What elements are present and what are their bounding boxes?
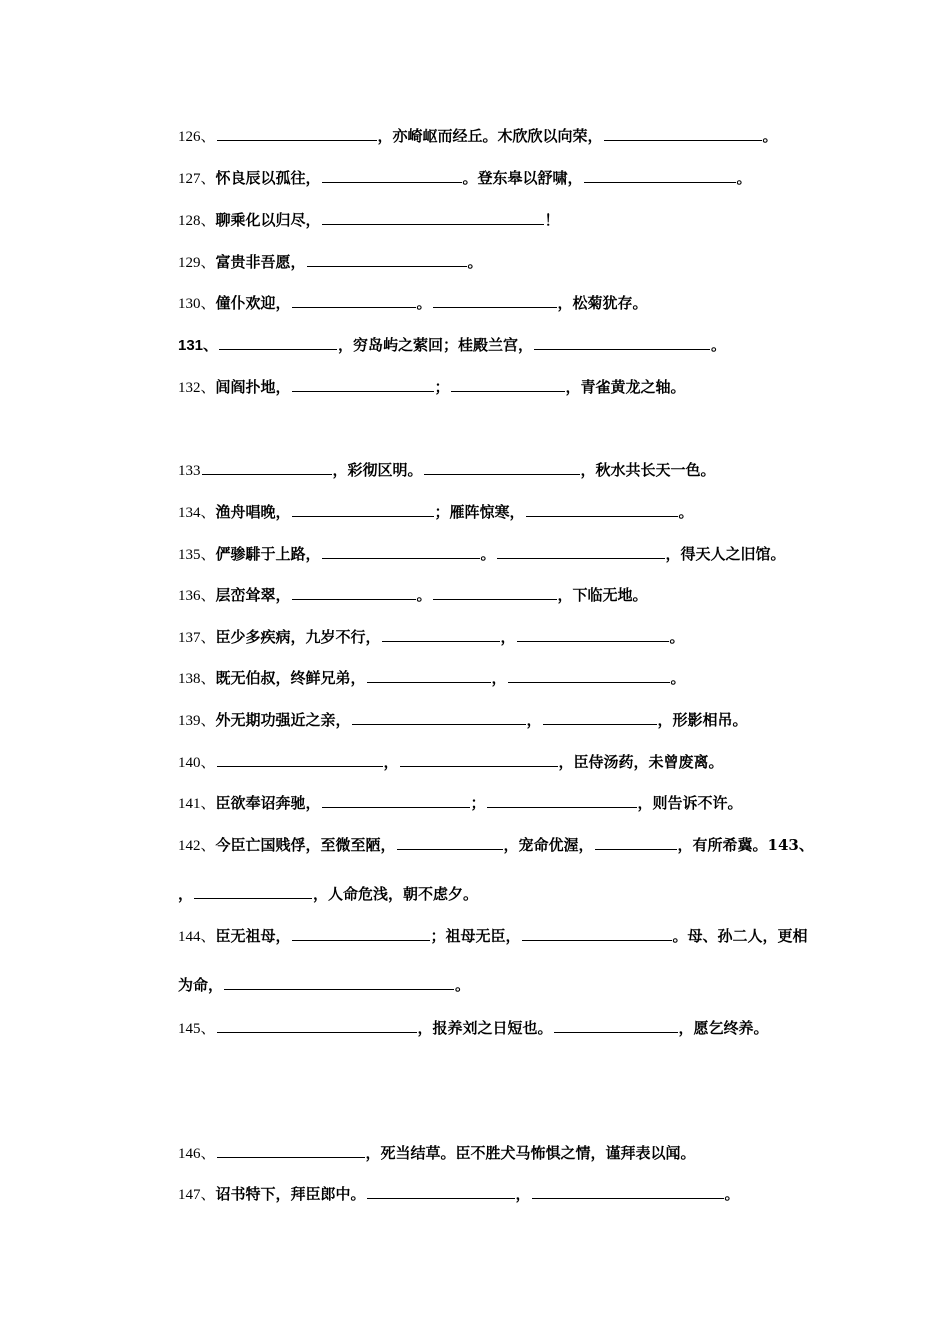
question-text: ，宠命优渥， <box>503 836 594 854</box>
question-number: 147、 <box>178 1187 216 1203</box>
question-line <box>178 710 748 731</box>
question-text: 。 <box>711 336 727 354</box>
question-text: ，人命危浅，朝不虑夕。 <box>313 885 479 903</box>
fill-in-blank[interactable] <box>424 460 580 475</box>
question-text: 聊乘化以归尽， <box>215 211 321 229</box>
fill-in-blank[interactable] <box>497 544 665 559</box>
fill-in-blank[interactable] <box>194 884 312 899</box>
question-line <box>178 1184 740 1205</box>
fill-in-blank[interactable] <box>543 710 657 725</box>
question-text: ，形影相吊。 <box>657 711 748 729</box>
question-line <box>178 210 560 231</box>
fill-in-blank[interactable] <box>517 627 669 642</box>
fill-in-blank[interactable] <box>219 335 337 350</box>
fill-in-blank[interactable] <box>451 377 565 392</box>
question-number: 140、 <box>178 755 216 771</box>
question-text: 。 <box>416 294 432 312</box>
fill-in-blank[interactable] <box>522 926 672 941</box>
question-text: ，愿乞终养。 <box>678 1019 769 1037</box>
question-text: ， <box>383 753 399 771</box>
question-line <box>178 502 694 523</box>
question-text: ，有所希冀。143、 <box>677 836 814 854</box>
question-number: 132、 <box>178 380 216 396</box>
question-line <box>178 752 724 773</box>
fill-in-blank[interactable] <box>292 502 434 517</box>
fill-in-blank[interactable] <box>322 793 470 808</box>
question-text: 僮仆欢迎， <box>215 294 291 312</box>
fill-in-blank[interactable] <box>217 752 383 767</box>
fill-in-blank[interactable] <box>382 627 500 642</box>
question-number: 138、 <box>178 671 216 687</box>
question-text: 。 <box>455 976 471 994</box>
fill-in-blank[interactable] <box>224 975 454 990</box>
fill-in-blank[interactable] <box>508 668 670 683</box>
question-text: ，亦崎岖而经丘。木欣欣以向荣， <box>377 127 603 145</box>
question-text: 闾阎扑地， <box>215 378 291 396</box>
question-text: ，得天人之旧馆。 <box>665 545 786 563</box>
question-text: ；雁阵惊寒， <box>434 503 525 521</box>
question-text: ，报养刘之日短也。 <box>417 1019 553 1037</box>
question-text: 。登东皋以舒啸， <box>462 169 583 187</box>
question-line <box>178 585 648 606</box>
question-number: 134、 <box>178 505 216 521</box>
question-number: 128、 <box>178 213 216 229</box>
question-line <box>178 835 814 856</box>
question-text: 。 <box>670 669 686 687</box>
question-number: 142、 <box>178 838 216 854</box>
question-line <box>178 544 786 565</box>
fill-in-blank[interactable] <box>292 926 430 941</box>
question-text: ， <box>526 711 542 729</box>
fill-in-blank[interactable] <box>367 1184 515 1199</box>
question-text: ， <box>515 1185 531 1203</box>
fill-in-blank[interactable] <box>604 126 762 141</box>
question-number: 129、 <box>178 255 216 271</box>
question-line <box>178 926 808 947</box>
question-line <box>178 627 685 648</box>
question-text: ，下临无地。 <box>557 586 648 604</box>
question-text: ，臣侍汤药，未曾废离。 <box>558 753 724 771</box>
question-text: 。 <box>467 253 483 271</box>
question-text: ，秋水共长天一色。 <box>580 461 716 479</box>
question-number: 144、 <box>178 929 216 945</box>
question-text: 外无期功强近之亲， <box>215 711 351 729</box>
fill-in-blank[interactable] <box>433 293 557 308</box>
question-text: 层峦耸翠， <box>215 586 291 604</box>
question-number: 133 <box>178 463 201 479</box>
fill-in-blank[interactable] <box>367 668 491 683</box>
question-text: ， <box>500 628 516 646</box>
question-text: 今臣亡国贱俘，至微至陋， <box>215 836 396 854</box>
question-line <box>178 668 686 689</box>
question-text: 。 <box>416 586 432 604</box>
fill-in-blank[interactable] <box>322 168 462 183</box>
question-line <box>178 1018 769 1039</box>
question-text: 。 <box>762 127 778 145</box>
question-text: ，彩彻区明。 <box>332 461 423 479</box>
question-line <box>178 168 752 189</box>
question-text: ， <box>178 885 194 903</box>
question-text: 。 <box>678 503 694 521</box>
question-number: 139、 <box>178 713 216 729</box>
question-text: 。 <box>480 545 496 563</box>
question-text: ！ <box>544 211 560 229</box>
fill-in-blank[interactable] <box>595 835 677 850</box>
fill-in-blank[interactable] <box>400 752 558 767</box>
fill-in-blank[interactable] <box>307 252 467 267</box>
fill-in-blank[interactable] <box>322 210 544 225</box>
question-line <box>178 793 743 814</box>
fill-in-blank[interactable] <box>487 793 637 808</box>
question-line <box>178 460 716 481</box>
fill-in-blank[interactable] <box>292 377 434 392</box>
fill-in-blank[interactable] <box>217 126 377 141</box>
question-text: 俨骖騑于上路， <box>215 545 321 563</box>
fill-in-blank[interactable] <box>554 1018 678 1033</box>
question-line <box>178 293 648 314</box>
question-line <box>178 884 478 904</box>
question-text: ；祖母无臣， <box>430 927 521 945</box>
question-text: ，穷岛屿之萦回；桂殿兰宫， <box>338 336 534 354</box>
fill-in-blank[interactable] <box>433 585 557 600</box>
question-line <box>178 252 483 273</box>
question-text: 渔舟唱晚， <box>215 503 291 521</box>
question-line <box>178 335 726 356</box>
question-text: 。 <box>669 628 685 646</box>
question-text: ，青雀黄龙之轴。 <box>565 378 686 396</box>
question-text: ； <box>470 794 486 812</box>
question-line <box>178 126 778 147</box>
question-text: 诏书特下，拜臣郎中。 <box>215 1185 366 1203</box>
question-line <box>178 975 470 995</box>
fill-in-blank[interactable] <box>217 1143 365 1158</box>
question-number: 137、 <box>178 630 216 646</box>
question-text: 。 <box>724 1185 740 1203</box>
question-text: ， <box>491 669 507 687</box>
question-text: 臣无祖母， <box>215 927 291 945</box>
question-text: 臣欲奉诏奔驰， <box>215 794 321 812</box>
question-number: 135、 <box>178 547 216 563</box>
question-number: 126、 <box>178 129 216 145</box>
fill-in-blank[interactable] <box>534 335 710 350</box>
fill-in-blank[interactable] <box>526 502 678 517</box>
fill-in-blank[interactable] <box>292 585 416 600</box>
question-number: 141、 <box>178 796 216 812</box>
fill-in-blank[interactable] <box>217 1018 417 1033</box>
question-text: ，死当结草。臣不胜犬马怖惧之情，谨拜表以闻。 <box>365 1144 696 1162</box>
question-number: 145、 <box>178 1021 216 1037</box>
fill-in-blank[interactable] <box>397 835 503 850</box>
fill-in-blank[interactable] <box>352 710 526 725</box>
fill-in-blank[interactable] <box>322 544 480 559</box>
question-number: 131、 <box>178 337 219 354</box>
question-text: 。 <box>736 169 752 187</box>
question-text: 臣少多疾病，九岁不行， <box>215 628 381 646</box>
fill-in-blank[interactable] <box>292 293 416 308</box>
question-text: ； <box>434 378 450 396</box>
question-text: 。母、孙二人，更相 <box>672 927 808 945</box>
question-text: 富贵非吾愿， <box>215 253 306 271</box>
fill-in-blank[interactable] <box>202 460 332 475</box>
question-text: 为命， <box>178 976 224 994</box>
question-number: 127、 <box>178 171 216 187</box>
fill-in-blank[interactable] <box>584 168 736 183</box>
question-number: 130、 <box>178 296 216 312</box>
question-line <box>178 1143 696 1164</box>
question-text: 怀良辰以孤往， <box>215 169 321 187</box>
question-text: ，松菊犹存。 <box>557 294 648 312</box>
fill-in-blank[interactable] <box>532 1184 724 1199</box>
question-line <box>178 377 686 398</box>
question-number: 136、 <box>178 588 216 604</box>
question-number: 146、 <box>178 1146 216 1162</box>
question-text: ，则告诉不许。 <box>637 794 743 812</box>
question-text: 既无伯叔，终鲜兄弟， <box>215 669 366 687</box>
